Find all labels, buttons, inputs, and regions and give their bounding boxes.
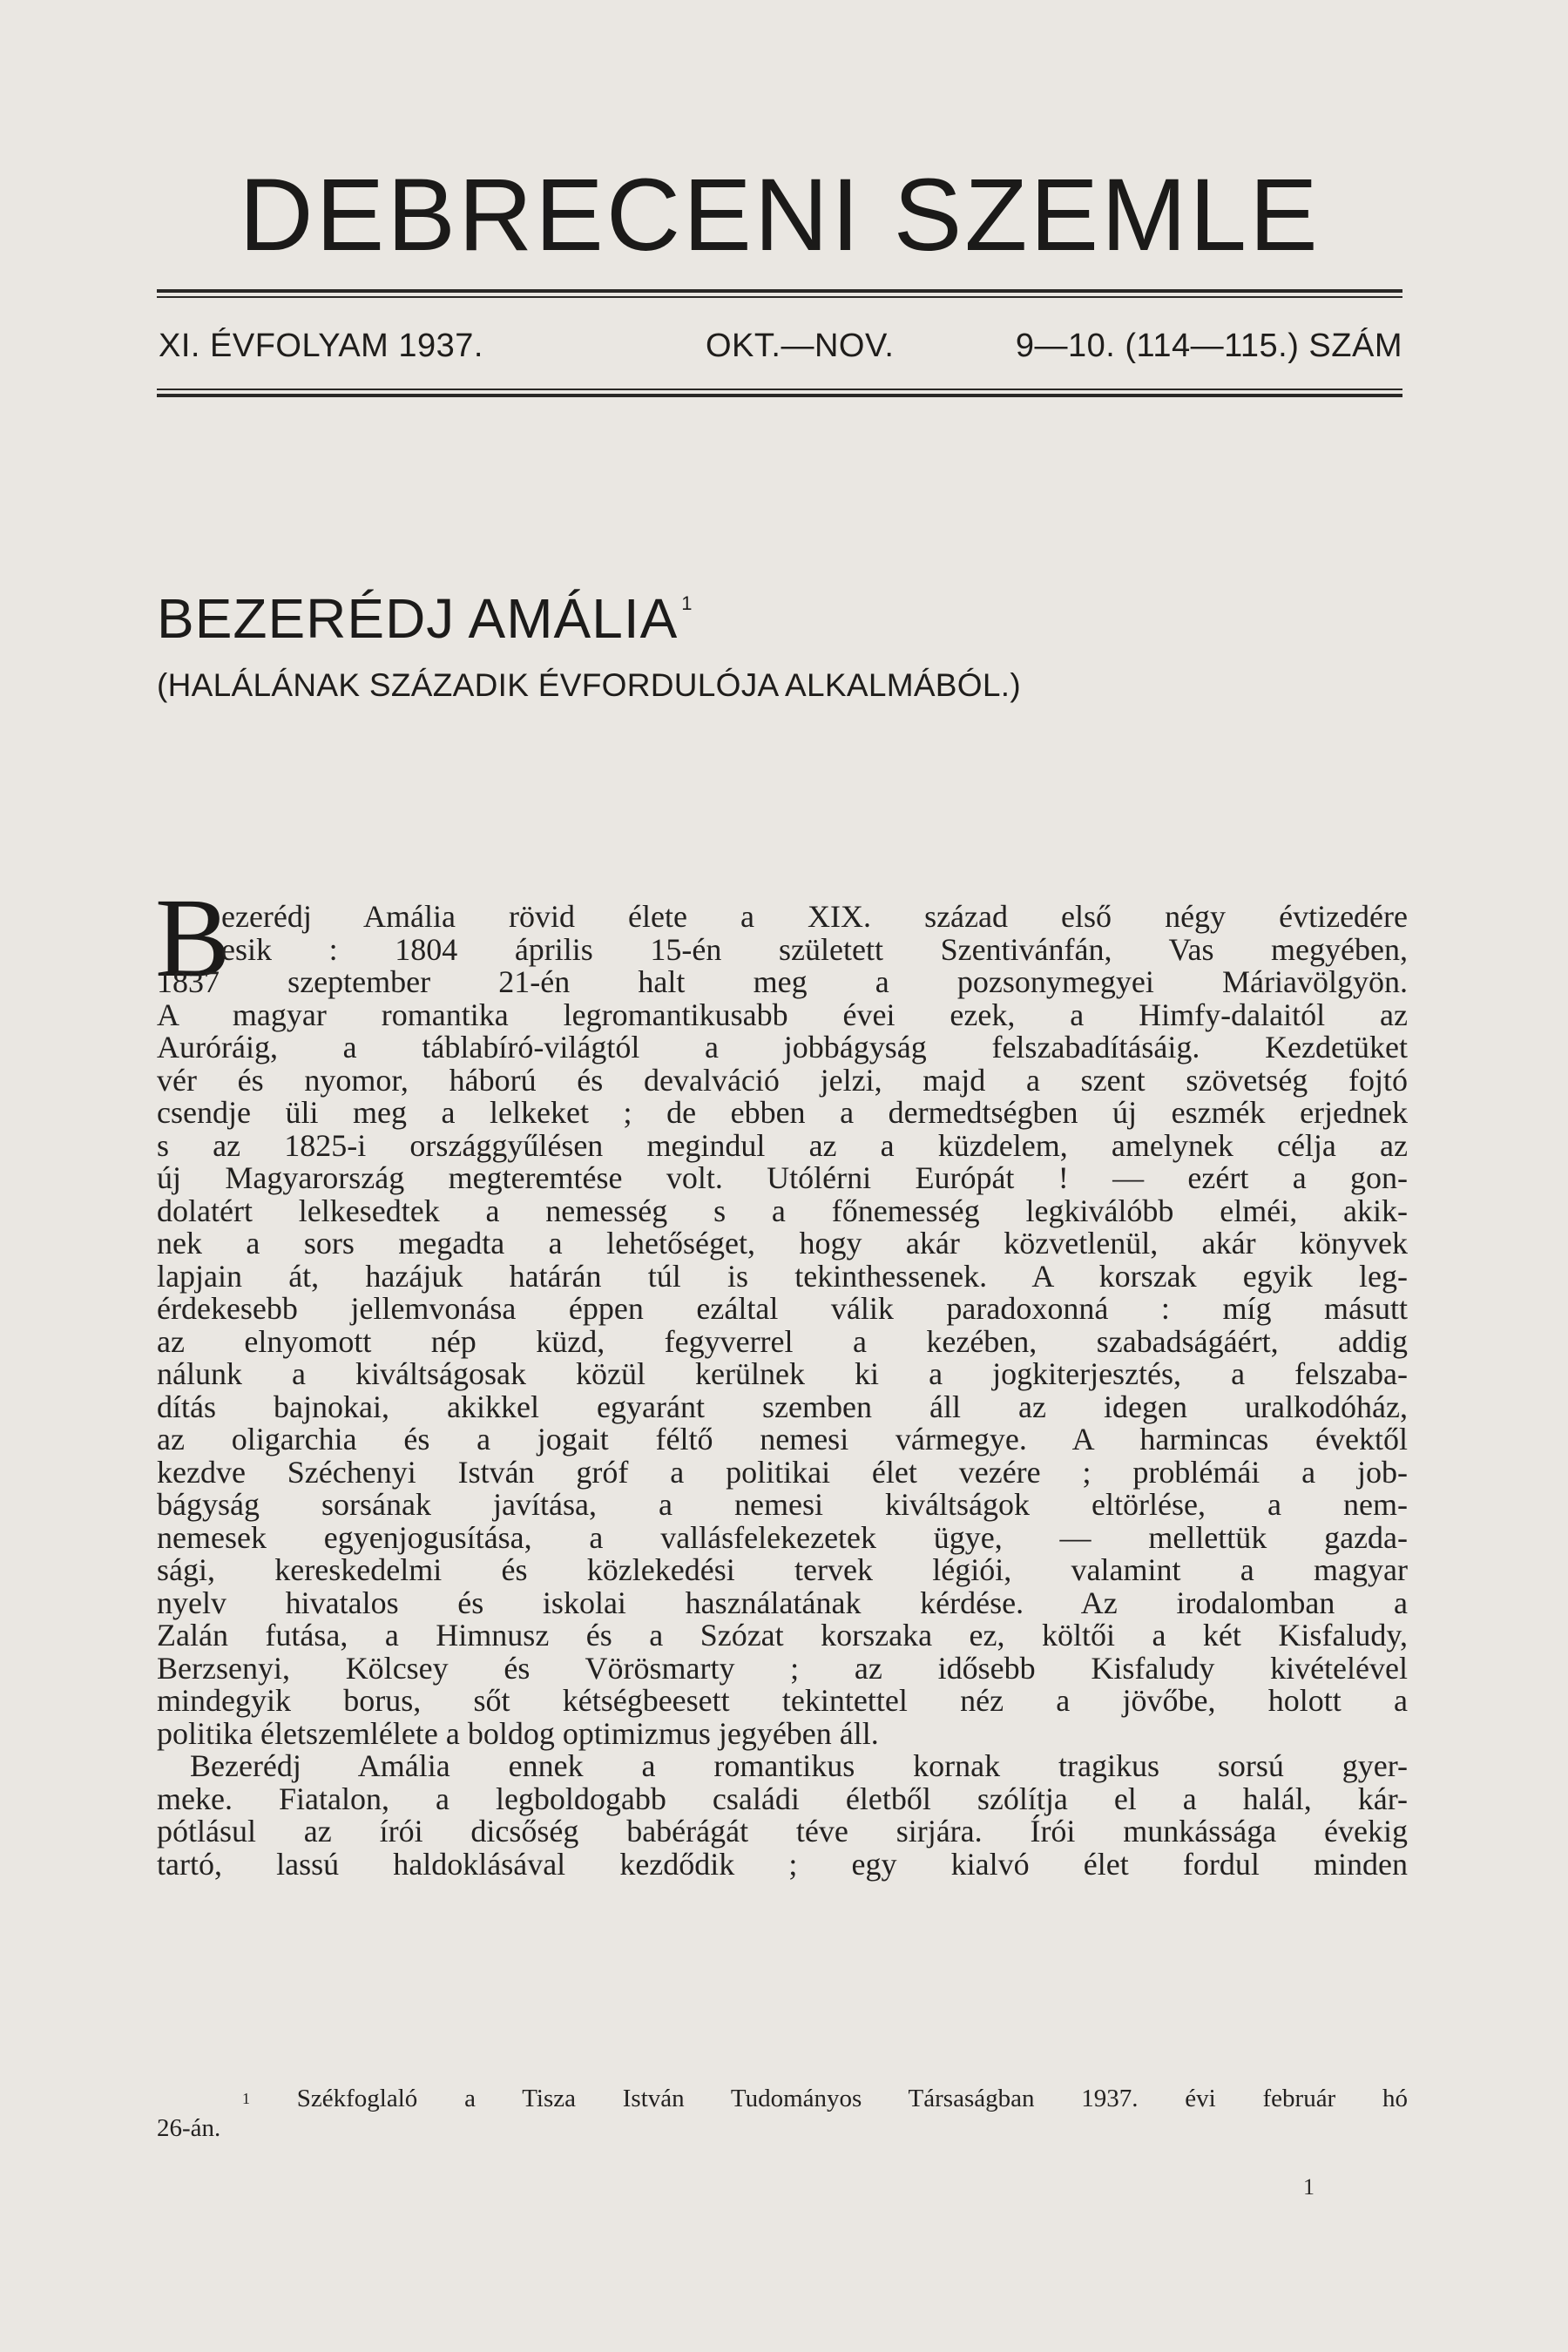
page-number: 1 bbox=[1303, 2174, 1315, 2200]
article-body bbox=[157, 901, 1408, 1881]
masthead-rule-bottom bbox=[157, 394, 1402, 397]
body-line: Zalán futása, a Himnusz és a Szózat korszaka ez, költői a két Kisfaludy, bbox=[157, 1618, 1408, 1652]
body-line: s az 1825-i országgyűlésen megindul az a küzdelem, amelynek célja az bbox=[157, 1127, 1408, 1163]
footnote-marker: 1 bbox=[242, 2090, 250, 2107]
masthead-rule-bottom-thin bbox=[157, 389, 1402, 390]
body-line: nyelv hivatalos és iskolai használatának kérdése. Az irodalomban a bbox=[157, 1585, 1408, 1620]
body-line: nálunk a kiváltságosak közül kerülnek ki a jogkiterjesztés, a felszaba- bbox=[157, 1356, 1408, 1391]
body-line: politika életszemlélete a boldog optimizmus jegyében áll. bbox=[157, 1715, 879, 1751]
body-line: sági, kereskedelmi és közlekedési tervek légiói, valamint a magyar bbox=[157, 1552, 1408, 1587]
body-line: lapjain át, hazájuk határán túl is tekinthessenek. A korszak egyik leg- bbox=[157, 1258, 1408, 1294]
body-line: nek a sors megadta a lehetőséget, hogy akár közvetlenül, akár könyvek bbox=[157, 1226, 1408, 1260]
body-line: érdekesebb jellemvonása éppen ezáltal válik paradoxonná : míg másutt bbox=[157, 1291, 1408, 1326]
footnote bbox=[157, 2084, 1408, 2143]
body-line: új Magyarország megteremtése volt. Utólérni Európát ! — ezért a gon- bbox=[157, 1160, 1408, 1195]
months-label: OKT.—NOV. bbox=[706, 328, 895, 364]
footnote-text: Székfoglaló a Tisza István Tudományos Társaságban 1937. évi február hó bbox=[296, 2085, 1408, 2112]
body-line: tartó, lassú haldoklásával kezdődik ; egy kialvó élet fordul minden bbox=[157, 1846, 1408, 1882]
masthead-rule-top-thin bbox=[157, 296, 1402, 298]
footnote-reference: 1 bbox=[681, 592, 693, 614]
body-line: mindegyik borus, sőt kétségbeesett tekintettel néz a jövőbe, holott a bbox=[157, 1683, 1408, 1718]
body-line: az elnyomott nép küzd, fegyverrel a kezében, szabadságáért, addig bbox=[157, 1323, 1408, 1359]
body-line: 1837 szeptember 21-én halt meg a pozsonymegyei Máriavölgyön. bbox=[157, 964, 1408, 999]
body-line: Auróráig, a táblabíró-világtól a jobbágyság felszabadításáig. Kezdetüket bbox=[157, 1030, 1408, 1064]
body-line: kezdve Széchenyi István gróf a politikai élet vezére ; problémái a job- bbox=[157, 1454, 1408, 1490]
journal-masthead-title: DEBRECENI SZEMLE bbox=[239, 158, 1321, 273]
body-line: nemesek egyenjogusítása, a vallásfelekezetek ügye, — mellettük gazda- bbox=[157, 1519, 1408, 1555]
body-line: ezerédj Amália rövid élete a XIX. század első négy évtizedére bbox=[221, 899, 1408, 934]
body-line: az oligarchia és a jogait féltő nemesi vármegye. A harmincas évektől bbox=[157, 1422, 1408, 1456]
body-line: esik : 1804 április 15-én született Szentivánfán, Vas megyében, bbox=[221, 931, 1408, 967]
body-line: meke. Fiatalon, a legboldogabb családi életből szólítja el a halál, kár- bbox=[157, 1781, 1408, 1816]
footnote-line bbox=[157, 2084, 1408, 2113]
masthead-rule-top bbox=[157, 289, 1402, 293]
body-line: dolatért lelkesedtek a nemesség s a főnemesség legkiválóbb elméi, akik- bbox=[157, 1193, 1408, 1228]
body-line: Berzsenyi, Kölcsey és Vörösmarty ; az idősebb Kisfaludy kivételével bbox=[157, 1650, 1408, 1686]
body-line: A magyar romantika legromantikusabb évei ezek, a Himfy-dalaitól az bbox=[157, 997, 1408, 1032]
article-title-text: BEZERÉDJ AMÁLIA bbox=[157, 587, 679, 650]
issue-number-label: 9—10. (114—115.) SZÁM bbox=[1015, 328, 1402, 364]
footnote-line-2: 26-án. bbox=[157, 2114, 221, 2142]
issue-info-line bbox=[157, 324, 1402, 368]
body-line: csendje üli meg a lelkeket ; de ebben a dermedtségben új eszmék erjednek bbox=[157, 1095, 1408, 1130]
body-line: bágyság sorsának javítása, a nemesi kiváltságok eltörlése, a nem- bbox=[157, 1487, 1408, 1522]
body-line: Bezerédj Amália ennek a romantikus kornak tragikus sorsú gyer- bbox=[190, 1748, 1408, 1783]
volume-label: XI. ÉVFOLYAM 1937. bbox=[159, 328, 483, 364]
body-line: dítás bajnokai, akikkel egyaránt szemben áll az idegen uralkodóház, bbox=[157, 1389, 1408, 1424]
body-line: vér és nyomor, háború és devalváció jelzi, majd a szent szövetség fojtó bbox=[157, 1062, 1408, 1098]
article-subtitle: (HALÁLÁNAK SZÁZADIK ÉVFORDULÓJA ALKALMÁBÓL.) bbox=[157, 667, 1021, 703]
article-title bbox=[157, 587, 693, 650]
body-line: pótlásul az írói dicsőség babérágát téve sirjára. Írói munkássága évekig bbox=[157, 1814, 1408, 1848]
drop-cap: B bbox=[155, 875, 231, 1001]
